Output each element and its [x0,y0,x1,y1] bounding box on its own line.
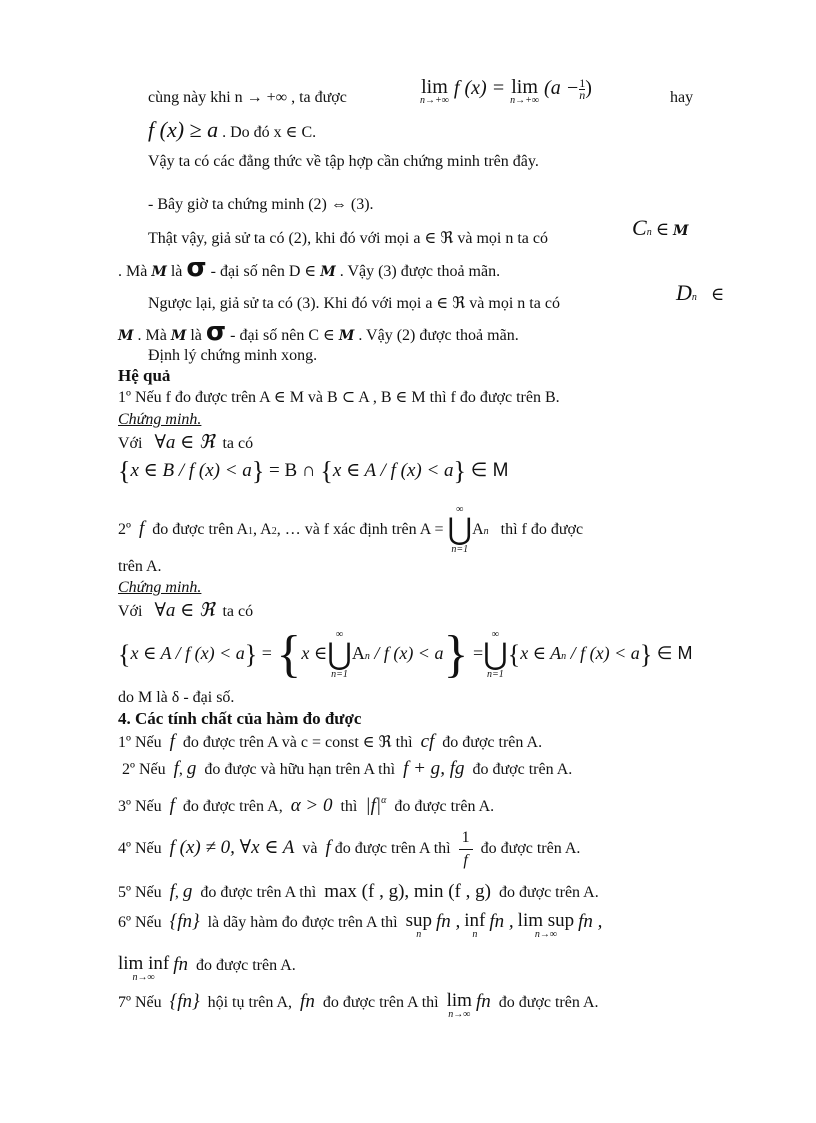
proof-label-2: Chứng minh. [118,579,202,596]
expr-a: (a − [544,77,580,100]
with-forall-1: Với ∀a ∈ ℜ ta có [118,432,254,453]
line-conclusion: Vậy ta có các đẳng thức về tập hợp cần chứng minh trên đây. [148,153,539,170]
sigma: σ [186,253,207,283]
line-ma-m-la-sigma: . Mà M là σ - đại số nên D ∈ M . Vậy (3) được thoả mãn. [118,253,501,283]
line-theorem-done: Định lý chứng minh xong. [148,347,318,364]
corollary-1: 1º Nếu f đo được trên A ∈ M và B ⊂ A , B ∈ M thì f đo được trên B. [118,389,560,406]
lim-operator-2: lim n→+∞ [510,76,540,106]
line-limit [148,88,347,108]
fx-ge-a: f (x) ≥ a [148,117,219,142]
proof-label-1: Chứng minh. [118,411,202,428]
property-1: 1º Nếu f đo được trên A và c = const ∈ ℜ thì cf đo được trên A. [118,731,543,752]
property-6: 6º Nếu {fn} là dãy hàm đo được trên A thì sup n fn , inf n fn , lim sup n→∞ fn , [118,910,603,940]
cn-set: Cn ∈ M [632,215,689,240]
line-prove-2-3: - Bây giờ ta chứng minh (2) ⇔ (3). [148,196,374,213]
fraction: $\frac{1}{n}$ [579,76,586,102]
limit-expression [420,78,592,106]
text: . Do đó x ∈ C. [222,124,317,141]
line-that-vay: Thật vậy, giả sử ta có (2), khi đó với mọi a ∈ ℜ và mọi n ta có [148,230,548,247]
close-paren: ) [585,77,592,100]
line-fx-ge-a [148,117,317,143]
line-ma-m-la-sigma-2: M . Mà M là σ - đại số nên C ∈ M . Vậy (2) được thoả mãn. [118,317,519,347]
do-m-la-delta: do M là δ - đại số. [118,689,235,706]
heading-section-4: 4. Các tính chất của hàm đo được [118,709,362,728]
property-2: 2º Nếu f, g đo được và hữu hạn trên A thì f + g, fg đo được trên A. [122,758,573,779]
line-nguoc-lai: Ngược lại, giả sử ta có (3). Khi đó với mọi a ∈ ℜ và mọi n ta có [148,295,560,312]
corollary-2-cont: trên A. [118,558,162,575]
lim-operator: lim n→+∞ [420,76,449,106]
heading-corollary: Hệ quả [118,366,171,385]
property-6-cont: lim inf n→∞ fn đo được trên A. [118,953,296,983]
sigma: σ [205,317,227,347]
text: cùng này khi n → +∞ , ta được [148,89,347,106]
one-over-f: $\frac{1}{f}$ [459,827,473,872]
dn-set: Dn ∈ [676,280,725,305]
with-forall-2: Với ∀a ∈ ℜ ta có [118,600,254,621]
corollary-2: 2º f đo được trên A1, A2, … và f xác định trên A = ∞ ⋃ n=1 An thì f đo được [118,504,584,556]
fx: f (x) = [453,77,506,100]
property-7: 7º Nếu {fn} hội tụ trên A, fn đo được trên A thì lim n→∞ fn đo được trên A. [118,990,599,1020]
property-3: 3º Nếu f đo được trên A, α > 0 thì $|f|^\alpha$ đo được trên A. [118,795,495,816]
equation-1: {x ∈ B / f (x) < a} = B ∩ {x ∈ A / f (x) < a} ∈ M [118,456,509,486]
union-operator: ∞ ⋃ n=1 [447,504,473,556]
equation-2: {x ∈ A / f (x) < a} = {x ∈ ∞ ⋃ n=1 An / f (x) < a} = ∞ ⋃ n=1 {x ∈ An / f (x) < a} ∈ M [118,625,693,683]
property-5: 5º Nếu f, g đo được trên A thì max (f , g), min (f , g) đo được trên A. [118,881,599,902]
hay: hay [670,89,694,106]
property-4: 4º Nếu f (x) ≠ 0, ∀x ∈ A và f đo được trên A thì $\frac{1}{f}$ đo được trên A. [118,826,580,872]
